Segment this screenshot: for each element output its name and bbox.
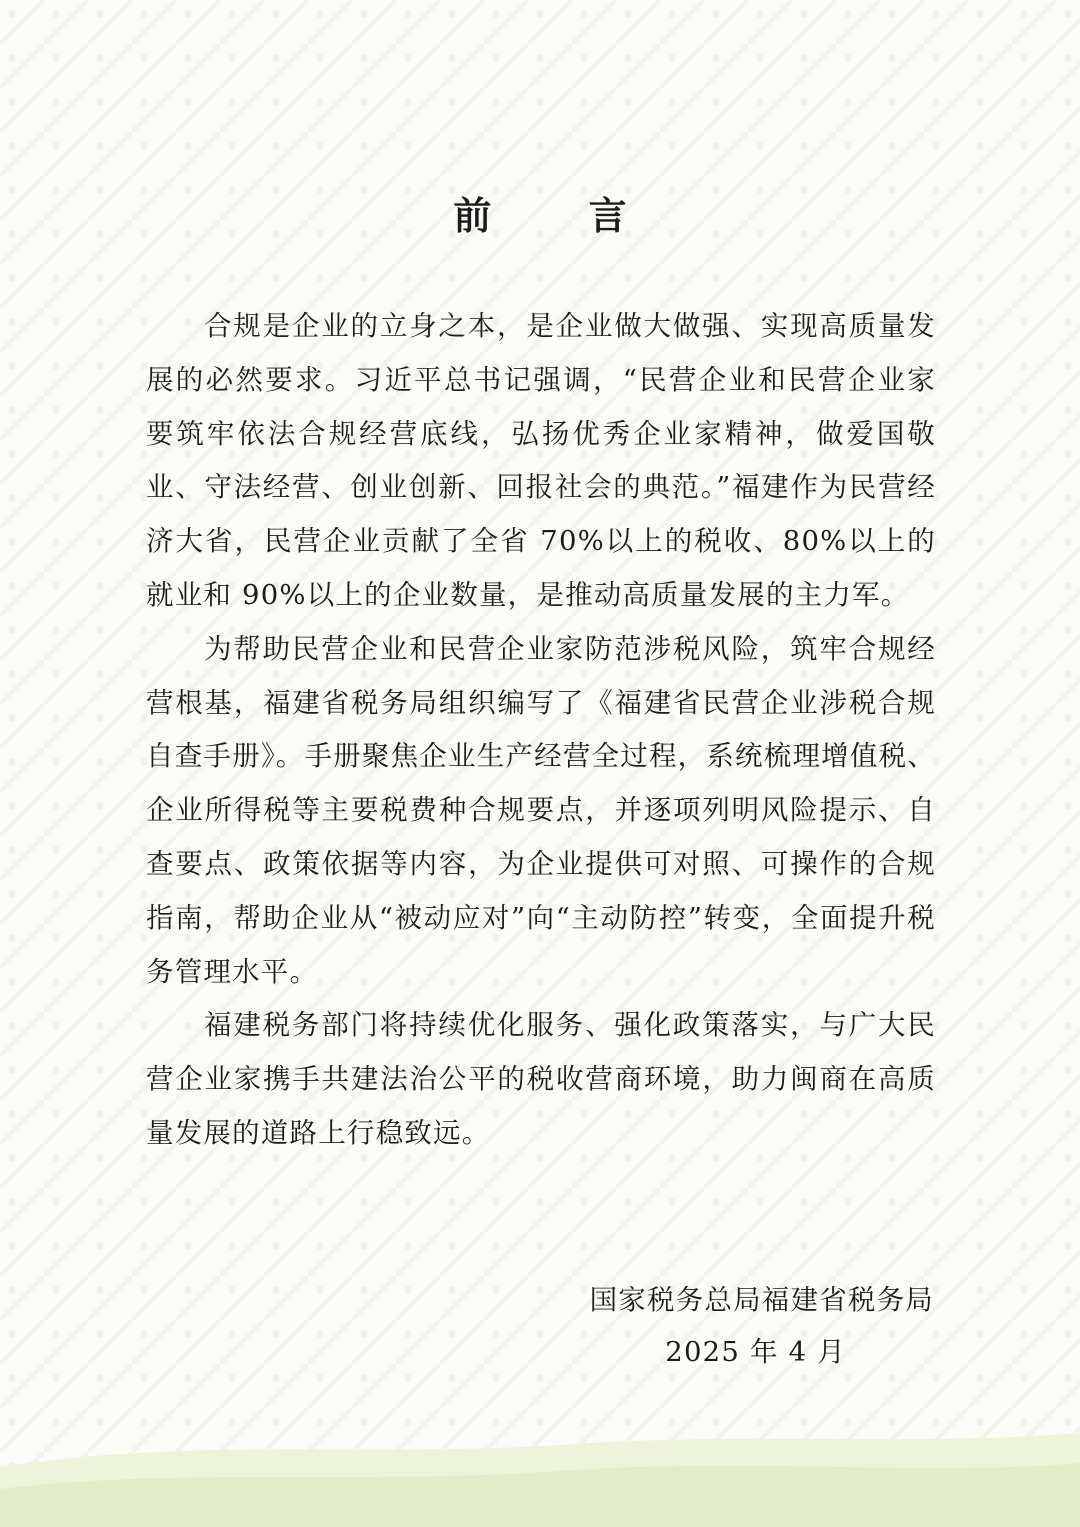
paragraph-1: 合规是企业的立身之本，是企业做大做强、实现高质量发展的必然要求。习近平总书记强调，“民营企业和民营企业家要筑牢依法合规经营底线，弘扬优秀企业家精神，做爱国敬业、守法经营、创业创新、回报社会的典范。”福建作为民营经济大省，民营企业贡献了全省 70%以上的税收、80%以上的就业和 90%以上的企业数量，是推动高质量发展的主力军。 — [146, 310, 936, 611]
signature-organization: 国家税务总局福建省税务局 — [589, 1284, 934, 1316]
paragraph-3: 福建税务部门将持续优化服务、强化政策落实，与广大民营企业家携手共建法治公平的税收营商环境，助力闽商在高质量发展的道路上行稳致远。 — [146, 1009, 936, 1149]
signature-block — [590, 1274, 934, 1378]
page-title: 前 言 — [453, 193, 669, 238]
signature-date: 2025 年 4 月 — [665, 1336, 846, 1368]
bottom-wave-decoration — [0, 1427, 1080, 1527]
preface-body — [146, 300, 936, 1161]
paragraph-2: 为帮助民营企业和民营企业家防范涉税风险，筑牢合规经营根基，福建省税务局组织编写了《福建省民营企业涉税合规自查手册》。手册聚焦企业生产经营全过程，系统梳理增值税、企业所得税等主要税费种合规要点，并逐项列明风险提示、自查要点、政策依据等内容，为企业提供可对照、可操作的合规指南，帮助企业从“被动应对”向“主动防控”转变，全面提升税务管理水平。 — [146, 632, 936, 988]
